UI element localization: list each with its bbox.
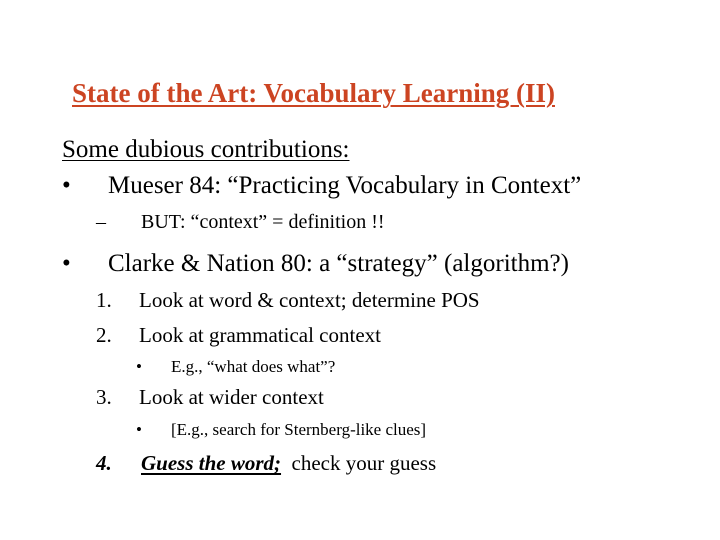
step-number: 3. (96, 385, 112, 409)
sub-bullet-marker: • (136, 357, 142, 376)
step-number: 2. (96, 323, 112, 347)
bullet-text-mueser: Mueser 84: “Practicing Vocabulary in Context” (108, 172, 582, 199)
dash-marker: – (96, 211, 106, 233)
step-text-check: check your guess (291, 451, 437, 475)
bullet-text-clarke-nation: Clarke & Nation 80: a “strategy” (algorithm?) (108, 250, 569, 277)
step-text: Look at word & context; determine POS (139, 288, 480, 312)
sub-bullet-text: [E.g., search for Sternberg-like clues] (171, 420, 427, 439)
step-number: 4. (96, 451, 112, 475)
slide-title: State of the Art: Vocabulary Learning (II) (72, 78, 555, 108)
section-heading: Some dubious contributions: (62, 136, 350, 163)
step-text (141, 451, 436, 476)
step-text: Look at grammatical context (139, 323, 381, 347)
step-number: 1. (96, 288, 112, 312)
sub-bullet-text: E.g., “what does what”? (171, 357, 336, 376)
step-text: Look at wider context (139, 385, 324, 409)
bullet-marker: • (62, 250, 71, 277)
bullet-marker: • (62, 172, 71, 199)
sub-bullet-marker: • (136, 420, 142, 439)
sub-text-context-definition: BUT: “context” = definition !! (141, 211, 385, 233)
emphasis-guess-the-word: Guess the word; (141, 451, 282, 475)
